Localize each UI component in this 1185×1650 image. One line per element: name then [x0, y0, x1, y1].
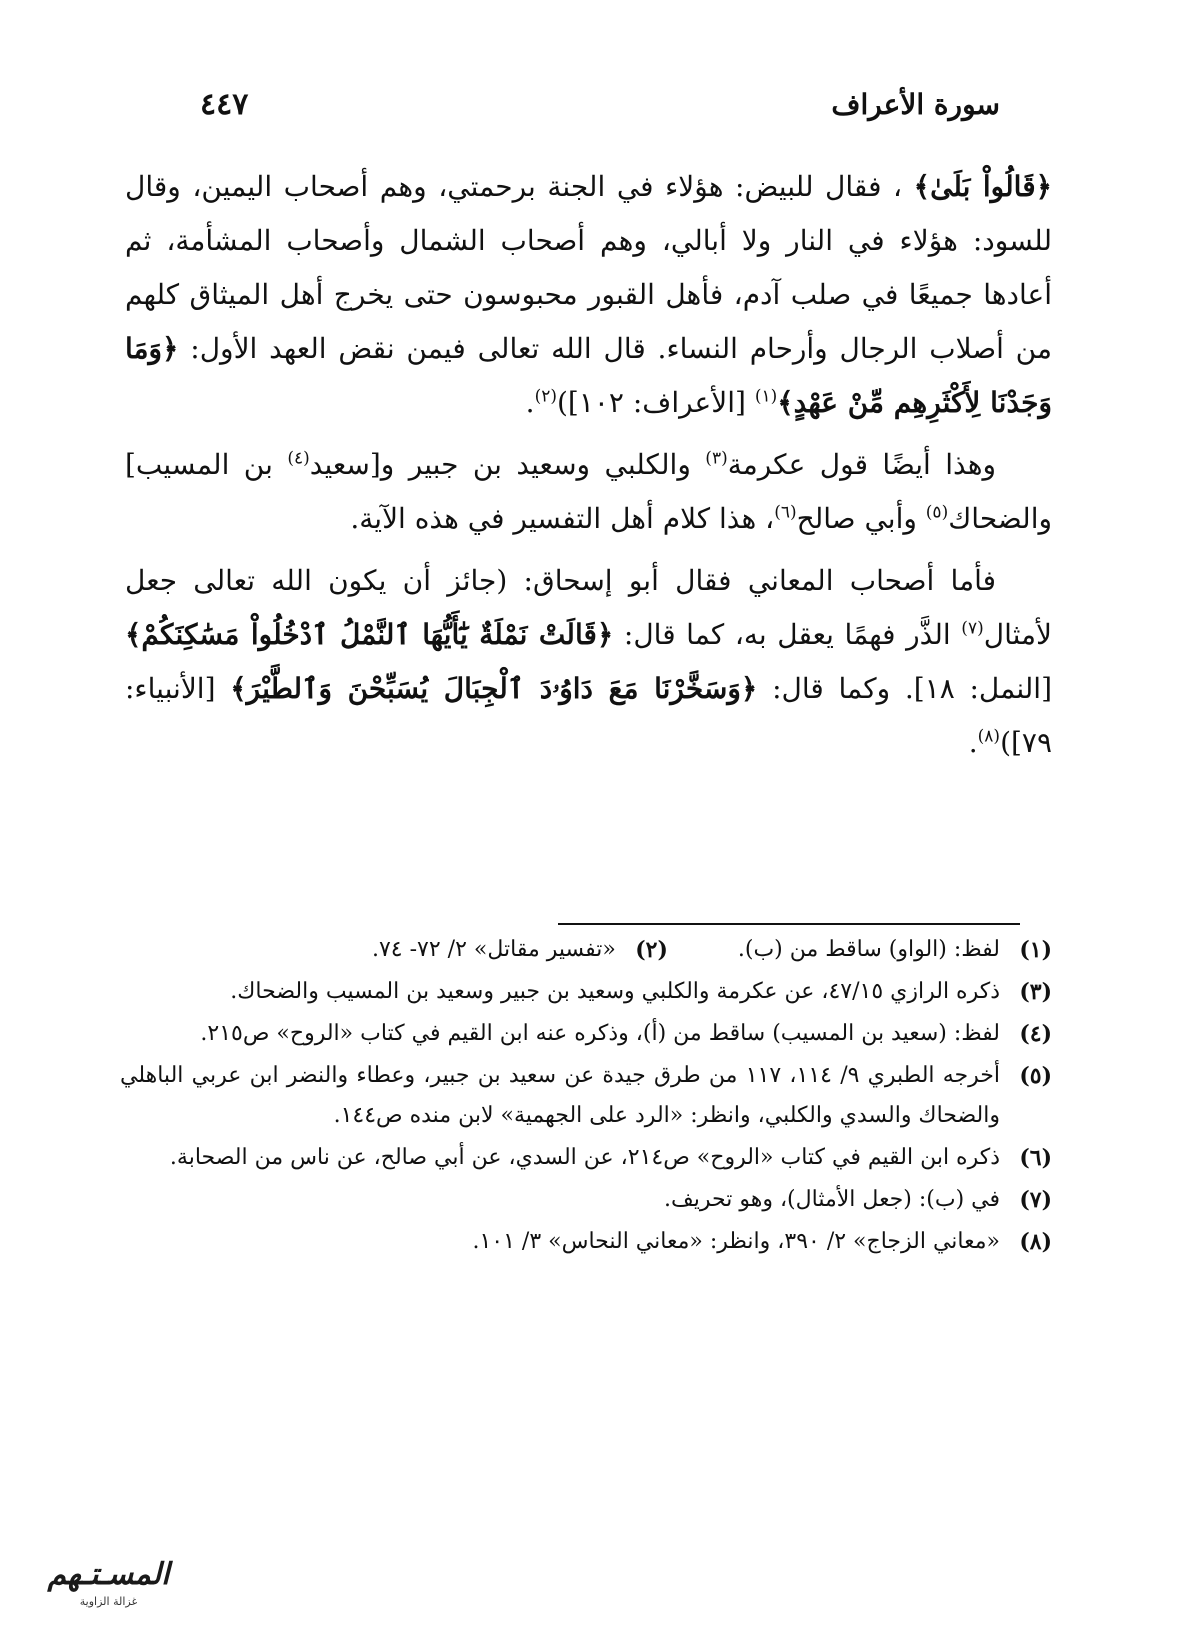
- footnote-ref: (٥): [925, 502, 949, 523]
- footnote-divider: [558, 923, 1020, 925]
- footnote-number: (٧): [1019, 1187, 1052, 1213]
- text-run: الذَّر فهمًا يعقل به، كما قال:: [623, 618, 951, 651]
- footnote-number: (٤): [1019, 1021, 1052, 1047]
- footnote-text: لفظ: (الواو) ساقط من (ب).: [737, 937, 1000, 962]
- stamp-logo-text: المسـتـهم: [47, 1557, 170, 1592]
- text-run: .: [968, 726, 978, 759]
- footnote-3: [120, 972, 1052, 1012]
- page-header: [200, 84, 1000, 124]
- footnote-text: ذكره الرازي ٤٧/١٥، عن عكرمة والكلبي وسعيد بن جبير وسعيد بن المسيب والضحاك.: [230, 979, 1000, 1004]
- footnote-text: في (ب): (جعل الأمثال)، وهو تحريف.: [664, 1187, 1000, 1212]
- footnote-ref: (٣): [705, 448, 728, 469]
- footnote-8: [120, 1222, 1052, 1262]
- text-run: ، فقال للبيض: هؤلاء في الجنة برحمتي، وهم أصحاب اليمين، وقال للسود: هؤلاء في النار ولا أبالي، وهم أصحاب الشمال وأصحاب المشأمة، ثم أعادها جميعًا في صلب آدم، فأهل القبور محبوسون حتى يخرج أهل الميثاق كلهم من أصلاب الرجال وأرحام النساء. قال الله تعالى فيمن نقض العهد الأول:: [125, 170, 1052, 365]
- text-run: فأما أصحاب المعاني فقال أبو إسحاق: (جائز أن يكون الله تعالى جعل لأمثال: [125, 564, 1053, 651]
- text-run: [الأنبياء: ٧٩]): [125, 672, 1052, 759]
- text-run: ، هذا كلام أهل التفسير في هذه الآية.: [350, 502, 775, 535]
- page-number: ٤٤٧: [200, 86, 249, 122]
- footnote-number: (٢): [635, 937, 668, 963]
- main-text: [125, 160, 1052, 778]
- footnote-number: (٦): [1019, 1145, 1052, 1171]
- text-run: بن المسيب] والضحاك: [125, 448, 1052, 535]
- footnote-ref: (٦): [774, 502, 797, 523]
- footnote-text: لفظ: (سعيد بن المسيب) ساقط من (أ)، وذكره عنه ابن القيم في كتاب «الروح» ص٢١٥.: [200, 1021, 1000, 1046]
- text-run: وأبي صالح: [796, 502, 917, 535]
- text-run: [النمل: ١٨]. وكما قال:: [772, 672, 1053, 705]
- footnote-number: (٥): [1019, 1063, 1052, 1089]
- stamp-caption: غزالة الزاوية: [79, 1595, 138, 1608]
- quran-quote: ﴿وَمَا وَجَدْنَا لِأَكْثَرِهِم مِّنْ عَهْدٍ﴾: [125, 332, 1052, 419]
- footnote-6: [120, 1138, 1052, 1178]
- text-run: .: [525, 386, 535, 419]
- footnote-number: (٨): [1019, 1229, 1052, 1255]
- footnote-7: [120, 1180, 1052, 1220]
- footnote-text: ذكره ابن القيم في كتاب «الروح» ص٢١٤، عن السدي، عن أبي صالح، عن ناس من الصحابة.: [169, 1145, 1000, 1170]
- footnote-text: «معاني الزجاج» ٢/ ٣٩٠، وانظر: «معاني النحاس» ٣/ ١٠١.: [472, 1229, 1000, 1254]
- footnote-number: (١): [1019, 937, 1052, 963]
- footnote-text: «تفسير مقاتل» ٢/ ٧٢- ٧٤.: [371, 937, 616, 962]
- footnote-text: أخرجه الطبري ٩/ ١١٤، ١١٧ من طرق جيدة عن سعيد بن جبير، وعطاء والنضر ابن عربي الباهلي والضحاك والسدي والكلبي، وانظر: «الرد على الجهمية» لابن منده ص١٤٤.: [120, 1063, 1001, 1128]
- footnote-ref: (٤): [287, 448, 310, 469]
- text-run: وهذا أيضًا قول عكرمة: [727, 448, 997, 481]
- footnote-ref: (١): [754, 386, 778, 407]
- footnote-5: [120, 1056, 1052, 1136]
- footnote-ref: (٨): [977, 726, 1001, 747]
- quran-quote: ﴿قَالَتْ نَمْلَةٌ يَٰٓأَيُّهَا ٱلنَّمْلُ ٱدْخُلُواْ مَسَٰكِنَكُمْ﴾: [125, 618, 614, 651]
- footnote-2: [372, 930, 668, 970]
- text-run: والكلبي وسعيد بن جبير و[سعيد: [309, 448, 691, 481]
- paragraph-1: [125, 160, 1052, 430]
- quran-quote: ﴿وَسَخَّرْنَا مَعَ دَاوُۥدَ ٱلْجِبَالَ يُسَبِّحْنَ وَٱلطَّيْرَ﴾: [230, 672, 758, 705]
- paragraph-3: [125, 554, 1052, 770]
- footnote-ref: (٧): [961, 618, 984, 639]
- text-run: [الأعراف: ١٠٢]): [556, 386, 746, 419]
- footnotes: [120, 930, 1052, 1264]
- footnote-number: (٣): [1019, 979, 1052, 1005]
- footnote-4: [120, 1014, 1052, 1054]
- surah-title: سورة الأعراف: [831, 87, 1000, 121]
- quran-quote: ﴿قَالُواْ بَلَىٰ﴾: [913, 170, 1052, 203]
- footnote-ref: (٢): [534, 386, 557, 407]
- footnote-1: [738, 930, 1052, 970]
- paragraph-2: [125, 438, 1052, 546]
- footnote-row: [120, 930, 1052, 972]
- watermark-stamp: [16, 1555, 201, 1625]
